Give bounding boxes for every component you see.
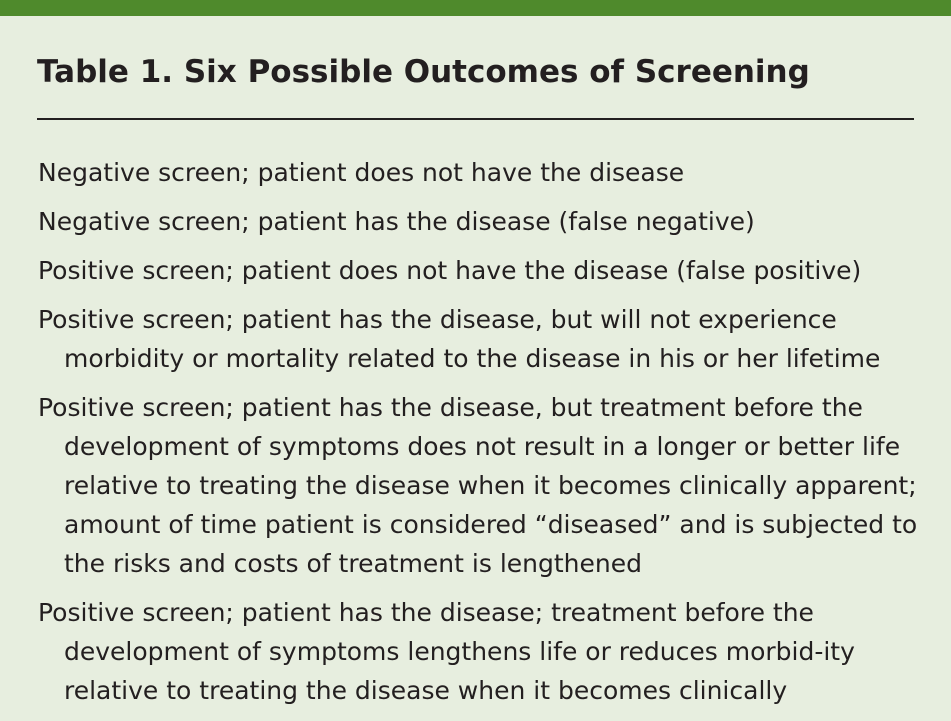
- outcome-item-4: Positive screen; patient has the disease, but will not experience morbidity or mortality related to the disease in his or her lifetime: [38, 305, 881, 373]
- outcome-item-2: Negative screen; patient has the disease (false negative): [38, 207, 755, 236]
- header-color-bar: [0, 0, 951, 16]
- outcomes-list: [38, 153, 920, 720]
- outcome-item-5: Positive screen; patient has the disease, but treatment before the development of symptoms does not result in a longer or better life relative to treating the disease when it becomes clinically apparent; amount of time patient is considered “diseased” and is subjected to the risks and costs of treatment is lengthened: [38, 393, 918, 578]
- title-divider: [37, 118, 914, 120]
- outcome-item-3: Positive screen; patient does not have the disease (false positive): [38, 256, 862, 285]
- outcome-item-6: Positive screen; patient has the disease; treatment before the development of symptoms lengthens life or reduces morbid-ity relative to treating the disease when it becomes clinically: [38, 598, 855, 705]
- table-title: Table 1. Six Possible Outcomes of Screening: [37, 54, 810, 90]
- outcome-item-1: Negative screen; patient does not have the disease: [38, 158, 685, 187]
